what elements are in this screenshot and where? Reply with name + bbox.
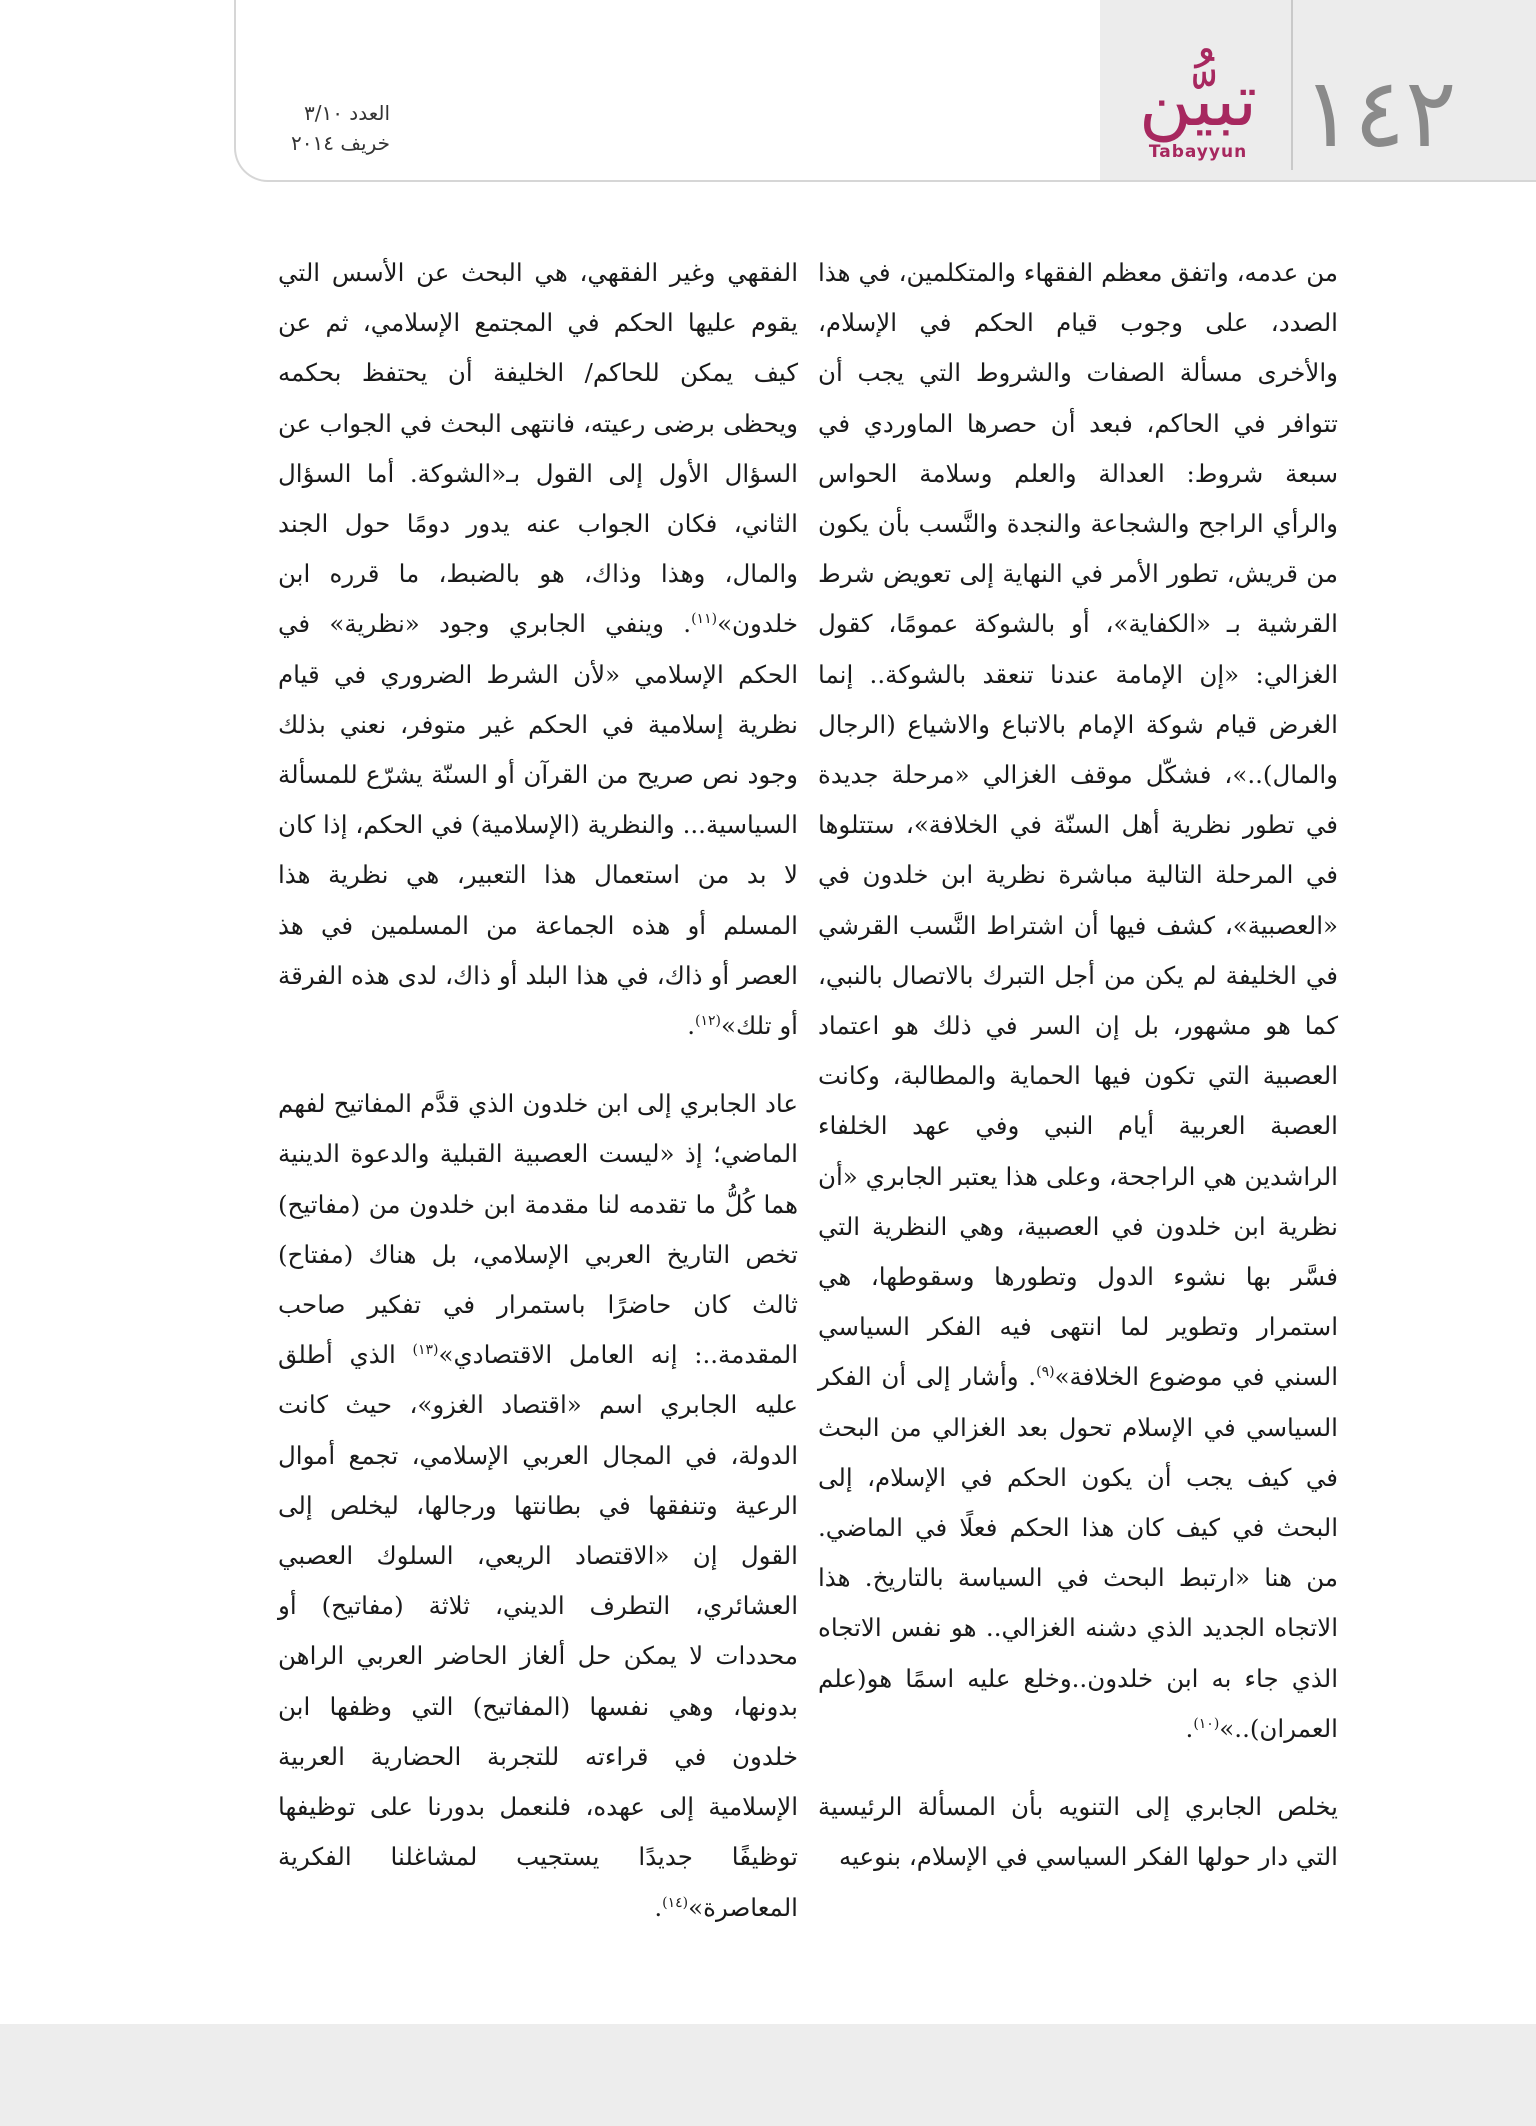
paragraph: من عدمه، واتفق معظم الفقهاء والمتكلمين، في هذا الصدد، على وجوب قيام الحكم في الإسلام، والأخرى مسألة الصفات والشروط التي يجب أن تتوافر في الحاكم، فبعد أن حصرها الماوردي في سبعة شروط: العدالة والعلم وسلامة الحواس والرأي الراجح والشجاعة والنجدة والنَّسب بأن يكون من قريش، تطور الأمر في النهاية إلى تعويض شرط القرشية بـ «الكفاية»، أو بالشوكة عمومًا، كقول الغزالي: «إن الإمامة عندنا تنعقد بالشوكة.. إنما الغرض قيام شوكة الإمام بالاتباع والاشياع (الرجال والمال)..»، فشكّل موقف الغزالي «مرحلة جديدة في تطور نظرية أهل السنّة في الخلافة»، ستتلوها في المرحلة التالية مباشرة نظرية ابن خلدون في «العصبية»، كشف فيها أن اشتراط النَّسب القرشي في الخليفة لم يكن من أجل التبرك بالاتصال بالنبي، كما هو مشهور، بل إن السر في ذلك هو اعتماد العصبية التي تكون فيها الحماية والمطالبة، وكانت العصبة العربية أيام النبي وفي عهد الخلفاء الراشدين هي الراجحة، وعلى هذا يعتبر الجابري «أن نظرية ابن خلدون في العصبية، وهي النظرية التي فسَّر بها نشوء الدول وتطورها وسقوطها، هي استمرار وتطوير لما انتهى فيه الفكر السياسي السني في موضوع الخلافة»$^{(٩)}$. وأشار إلى أن الفكر السياسي في الإسلام تحول بعد الغزالي من البحث في كيف يجب أن يكون الحكم في الإسلام، إلى البحث في كيف كان هذا الحكم فعلًا في الماضي. من هنا «ارتبط البحث في السياسة بالتاريخ. هذا الاتجاه الجديد الذي دشنه الغزالي.. هو نفس الاتجاه الذي جاء به ابن خلدون..وخلع عليه اسمًا هو(علم العمران)..»$^{(١٠)}$. <box>818 258 1338 1743</box>
issue-label: العدد ٣/١٠ <box>303 101 390 125</box>
logo-arabic-text: تبيُّن <box>1138 58 1258 142</box>
paragraph: عاد الجابري إلى ابن خلدون الذي قدَّم المفاتيح لفهم الماضي؛ إذ «ليست العصبية القبلية والدعوة الدينية هما كُلُّ ما تقدمه لنا مقدمة ابن خلدون من (مفاتيح) تخص التاريخ العربي الإسلامي، بل هناك (مفتاح) ثالث كان حاضرًا باستمرار في تفكير صاحب المقدمة..: إنه العامل الاقتصادي»$^{(١٣)}$ الذي أطلق عليه الجابري اسم «اقتصاد الغزو»، حيث كانت الدولة، في المجال العربي الإسلامي، تجمع أموال الرعية وتنفقها في بطانتها ورجالها، ليخلص إلى القول إن «الاقتصاد الريعي، السلوك العصبي العشائري، التطرف الديني، ثلاثة (مفاتيح) أو محددات لا يمكن حل ألغاز الحاضر العربي الراهن بدونها، وهي نفسها (المفاتيح) التي وظفها ابن خلدون في قراءته للتجربة الحضارية العربية الإسلامية إلى عهده، فلنعمل بدورنا على توظيفها توظيفًا جديدًا يستجيب لمشاغلنا الفكرية المعاصرة»$^{(١٤)}$. <box>278 1089 799 1922</box>
logo-latin-text: Tabayyun <box>1148 142 1248 162</box>
footnote-ref[interactable]: (١٢) <box>695 1012 721 1029</box>
footnote-ref[interactable]: (١٣) <box>412 1342 439 1359</box>
journal-logo <box>1118 60 1278 170</box>
footnote-ref[interactable]: (١١) <box>691 611 718 628</box>
footnote-ref[interactable]: (٩) <box>1036 1364 1055 1381</box>
issue-season: خريف ٢٠١٤ <box>291 131 390 155</box>
paragraph: الفقهي وغير الفقهي، هي البحث عن الأسس التي يقوم عليها الحكم في المجتمع الإسلامي، ثم عن كيف يمكن للحاكم/ الخليفة أن يحتفظ بحكمه ويحظى برضى رعيته، فانتهى البحث في الجواب عن السؤال الأول إلى القول بـ«الشوكة. أما السؤال الثاني، فكان الجواب عنه يدور دومًا حول الجند والمال، وهذا وذاك، هو بالضبط، ما قرره ابن خلدون»$^{(١١)}$. وينفي الجابري وجود «نظرية» في الحكم الإسلامي «لأن الشرط الضروري في قيام نظرية إسلامية في الحكم غير متوفر، نعني بذلك وجود نص صريح من القرآن أو السنّة يشرّع للمسألة السياسية... والنظرية (الإسلامية) في الحكم، إذا كان لا بد من استعمال هذا التعبير، هي نظرية هذا المسلم أو هذه الجماعة من المسلمين في هذ العصر أو ذاك، في هذا البلد أو ذاك، لدى هذه الفرقة أو تلك»$^{(١٢)}$. <box>278 258 798 1041</box>
header-divider <box>1291 0 1293 170</box>
issue-meta <box>240 98 390 158</box>
footer-band <box>0 2024 1536 2126</box>
footnote-ref[interactable]: (١٠) <box>1193 1715 1220 1732</box>
page-number: ١٤٢ <box>1302 57 1457 169</box>
paragraph: يخلص الجابري إلى التنويه بأن المسألة الرئيسية التي دار حولها الفكر السياسي في الإسلام، بنوعيه <box>818 1792 1338 1872</box>
right-column <box>818 248 1338 1883</box>
left-column <box>278 248 798 1933</box>
footnote-ref[interactable]: (١٤) <box>662 1894 689 1911</box>
